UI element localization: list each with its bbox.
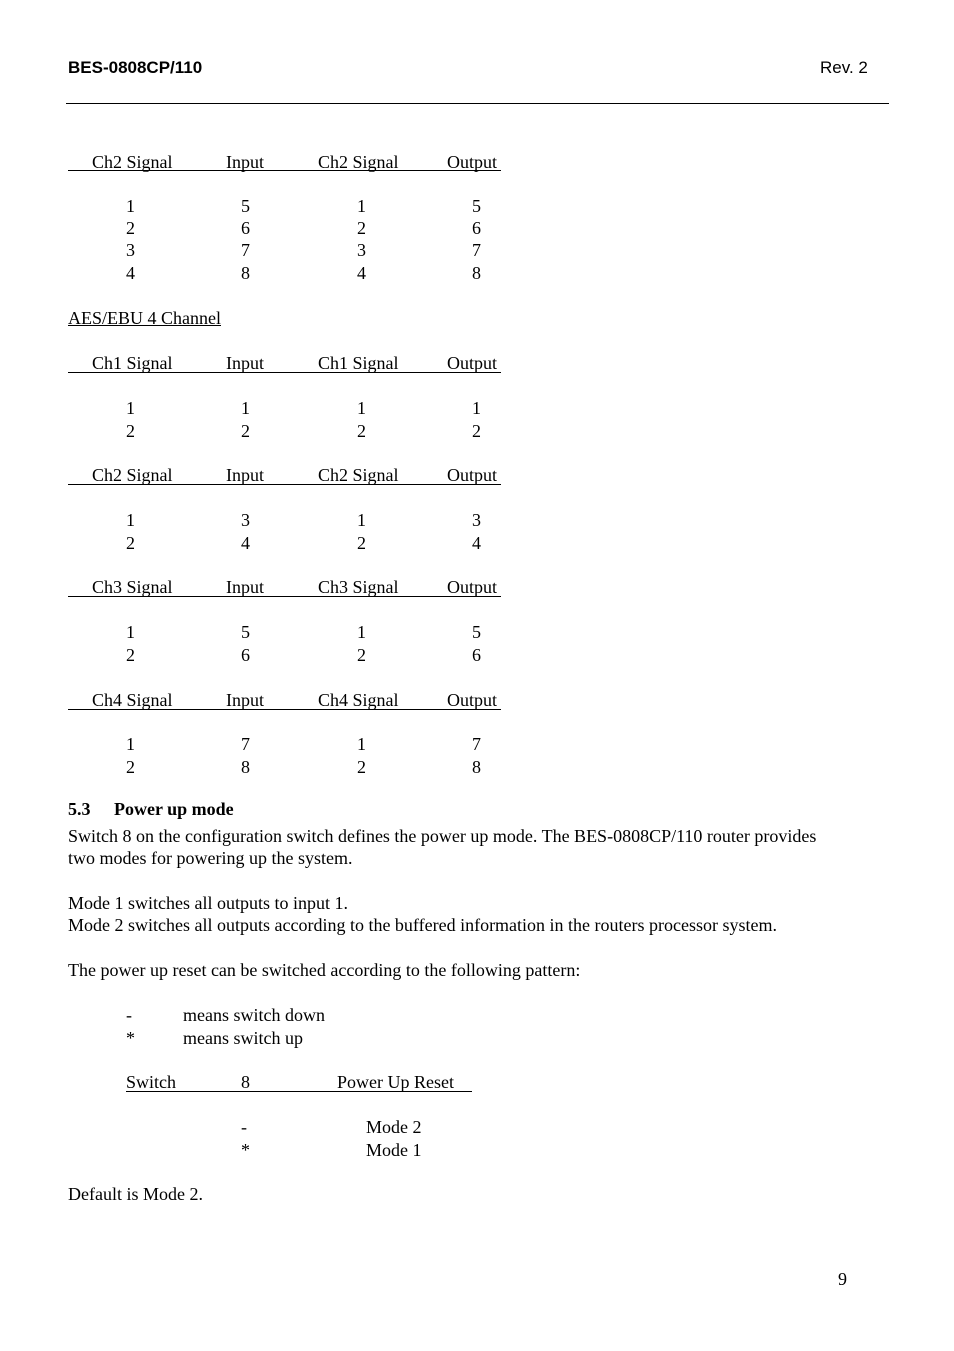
table-cell: 1 bbox=[472, 398, 481, 418]
table-header-cell: Ch1 Signal bbox=[318, 353, 399, 373]
table-cell: 6 bbox=[472, 218, 481, 238]
table-cell: 1 bbox=[357, 398, 366, 418]
table-cell: 8 bbox=[241, 757, 250, 777]
table-cell: 2 bbox=[126, 533, 135, 553]
header-rule bbox=[66, 103, 889, 104]
table-cell: 1 bbox=[357, 196, 366, 216]
table-cell: 5 bbox=[472, 196, 481, 216]
table-cell: 1 bbox=[126, 196, 135, 216]
table-header-cell: Ch2 Signal bbox=[318, 465, 399, 485]
table-cell: 7 bbox=[241, 240, 250, 260]
table-cell: 1 bbox=[357, 734, 366, 754]
pattern-intro: The power up reset can be switched according to the following pattern: bbox=[68, 960, 581, 980]
table-header-cell: Ch4 Signal bbox=[318, 690, 399, 710]
table-cell: 7 bbox=[472, 734, 481, 754]
table-header-cell: Input bbox=[226, 690, 264, 710]
table-cell: 3 bbox=[472, 510, 481, 530]
legend-symbol: * bbox=[126, 1028, 135, 1048]
table-header-cell: Input bbox=[226, 465, 264, 485]
table-cell: 2 bbox=[241, 421, 250, 441]
mode1-description: Mode 1 switches all outputs to input 1. bbox=[68, 893, 348, 913]
table-header-cell: Input bbox=[226, 577, 264, 597]
page-number: 9 bbox=[838, 1269, 847, 1289]
section-title: Power up mode bbox=[114, 799, 234, 819]
table-cell: 2 bbox=[357, 218, 366, 238]
revision-label: Rev. 2 bbox=[820, 58, 868, 77]
table-cell: 5 bbox=[241, 196, 250, 216]
table-cell: 4 bbox=[241, 533, 250, 553]
table-cell: 2 bbox=[357, 645, 366, 665]
table-header-cell: Switch bbox=[126, 1072, 177, 1092]
table-cell: 2 bbox=[357, 421, 366, 441]
table-header-cell: Output bbox=[447, 690, 498, 710]
table-cell: - bbox=[241, 1117, 247, 1137]
table-cell: 6 bbox=[472, 645, 481, 665]
section-number: 5.3 bbox=[68, 799, 91, 819]
table-cell: 1 bbox=[126, 510, 135, 530]
table-cell: 4 bbox=[126, 263, 135, 283]
table-header-cell: Output bbox=[447, 353, 498, 373]
mode2-description: Mode 2 switches all outputs according to the buffered information in the routers processor system. bbox=[68, 915, 778, 935]
default-note: Default is Mode 2. bbox=[68, 1184, 203, 1204]
table-cell: 7 bbox=[241, 734, 250, 754]
table-cell: 1 bbox=[357, 622, 366, 642]
paragraph-line: Switch 8 on the configuration switch defines the power up mode. The BES-0808CP/110 router provides bbox=[68, 826, 817, 846]
table-cell: 4 bbox=[472, 533, 481, 553]
table-header-cell: Ch2 Signal bbox=[318, 152, 399, 172]
table-cell: 2 bbox=[357, 533, 366, 553]
table-header-cell: Ch3 Signal bbox=[92, 577, 173, 597]
legend-text: means switch up bbox=[183, 1028, 303, 1048]
table-cell: 8 bbox=[472, 757, 481, 777]
table-cell: 1 bbox=[126, 734, 135, 754]
table-cell: 2 bbox=[357, 757, 366, 777]
table-cell: 8 bbox=[472, 263, 481, 283]
legend-text: means switch down bbox=[183, 1005, 325, 1025]
table-header-cell: Ch2 Signal bbox=[92, 465, 173, 485]
table-cell: 2 bbox=[126, 218, 135, 238]
paragraph-line: two modes for powering up the system. bbox=[68, 848, 353, 868]
table-header-cell: Input bbox=[226, 353, 264, 373]
table-cell: 1 bbox=[357, 510, 366, 530]
table-cell: 3 bbox=[241, 510, 250, 530]
table-header-cell: Output bbox=[447, 465, 498, 485]
table-cell: 5 bbox=[472, 622, 481, 642]
table-cell: 1 bbox=[241, 398, 250, 418]
table-cell: 6 bbox=[241, 645, 250, 665]
document-title: BES-0808CP/110 bbox=[68, 58, 203, 77]
table-header-cell: Output bbox=[447, 152, 498, 172]
table-cell: 1 bbox=[126, 622, 135, 642]
table-cell: Mode 1 bbox=[366, 1140, 422, 1160]
table-header-cell: Ch4 Signal bbox=[92, 690, 173, 710]
table-cell: * bbox=[241, 1140, 250, 1160]
table-header-cell: 8 bbox=[241, 1072, 250, 1092]
table-header-cell: Ch3 Signal bbox=[318, 577, 399, 597]
table-cell: 3 bbox=[357, 240, 366, 260]
table-cell: 6 bbox=[241, 218, 250, 238]
table-cell: 4 bbox=[357, 263, 366, 283]
table-cell: 7 bbox=[472, 240, 481, 260]
aes-ebu-heading: AES/EBU 4 Channel bbox=[68, 308, 221, 328]
table-cell: 5 bbox=[241, 622, 250, 642]
table-header-cell: Power Up Reset bbox=[337, 1072, 454, 1092]
legend-symbol: - bbox=[126, 1005, 132, 1025]
table-cell: 8 bbox=[241, 263, 250, 283]
table-header-cell: Input bbox=[226, 152, 264, 172]
table-cell: Mode 2 bbox=[366, 1117, 422, 1137]
table-header-cell: Ch2 Signal bbox=[92, 152, 173, 172]
table-cell: 2 bbox=[126, 757, 135, 777]
table-header-cell: Ch1 Signal bbox=[92, 353, 173, 373]
table-cell: 2 bbox=[472, 421, 481, 441]
table-header-cell: Output bbox=[447, 577, 498, 597]
table-cell: 2 bbox=[126, 421, 135, 441]
table-cell: 2 bbox=[126, 645, 135, 665]
table-cell: 3 bbox=[126, 240, 135, 260]
table-cell: 1 bbox=[126, 398, 135, 418]
